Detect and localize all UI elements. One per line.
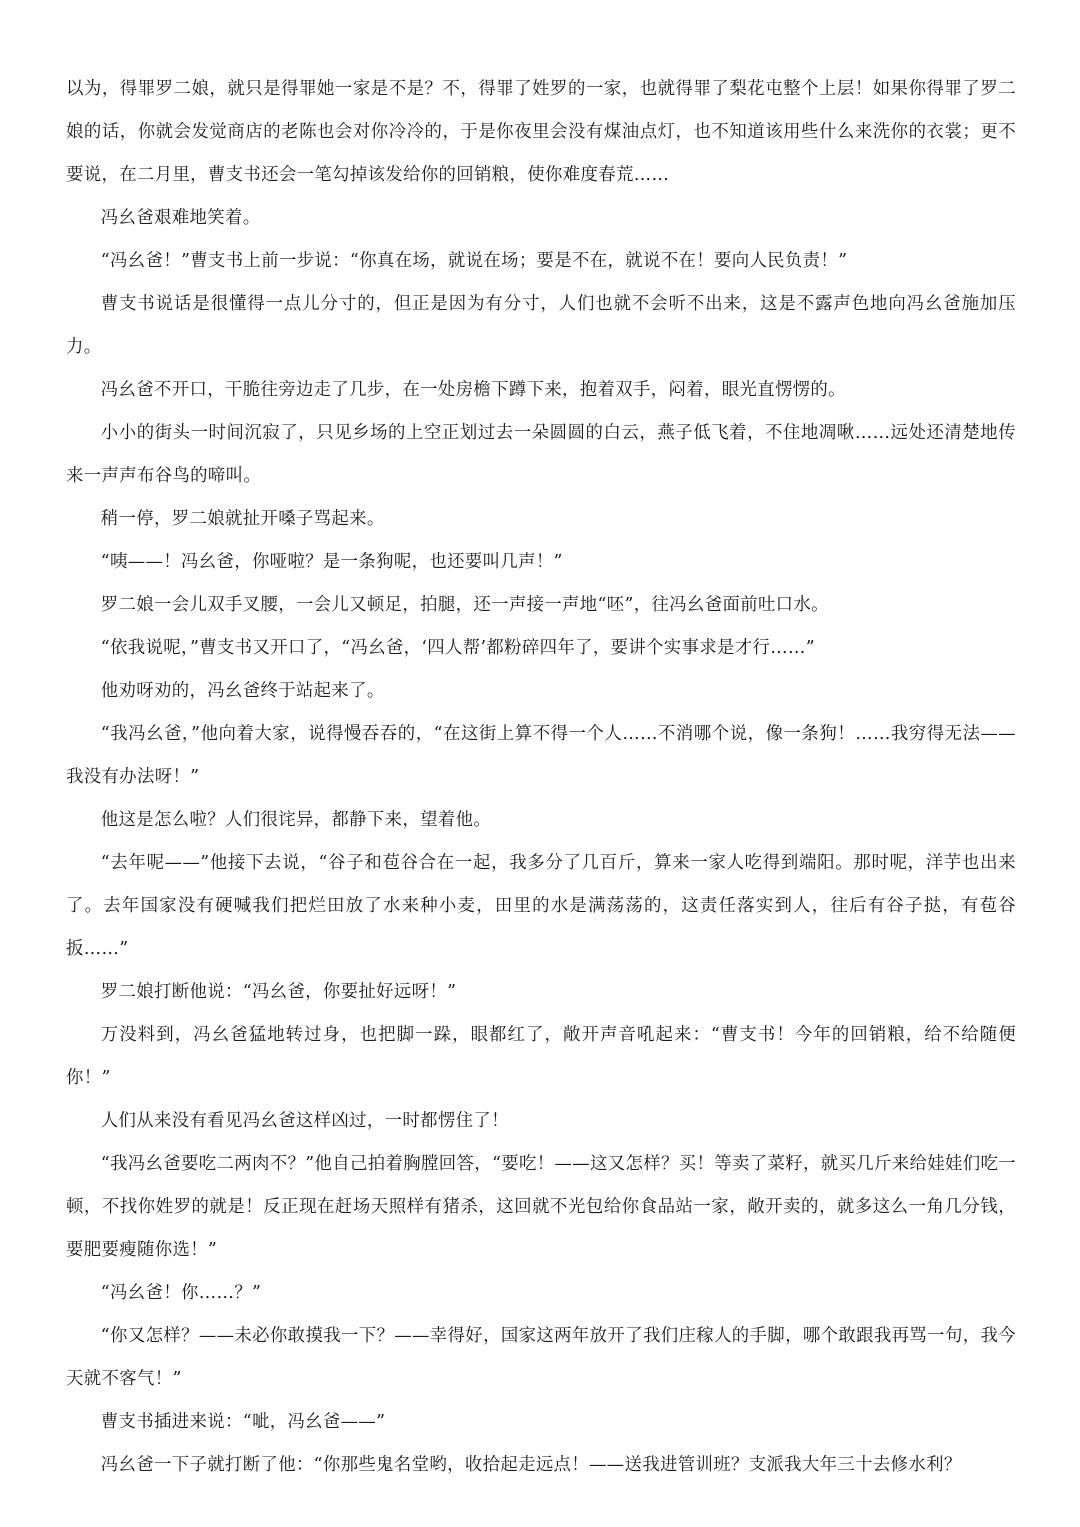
paragraph-17: 人们从来没有看见冯幺爸这样凶过，一时都愣住了！ (100, 1111, 509, 1131)
paragraph-13: 他这是怎么啦？人们很诧异，都静下来，望着他。 (100, 810, 492, 830)
paragraph-22: 冯幺爸一下子就打断了他：“你那些鬼名堂哟，收拾起走远点！——送我进管训班？支派我大年三十去修水利？ (100, 1455, 962, 1475)
paragraph-19: “冯幺爸！你……？” (100, 1283, 262, 1303)
paragraph-18: “我冯幺爸要吃二两肉不？”他自己拍着胸膛回答，“要吃！——这又怎样？买！等卖了菜籽，就买几斤来给娃娃们吃一顿，不找你姓罗的就是！反正现在赶场天照样有猪杀，这回就不光包给你食品站一家，敞开卖的，就多这么一角几分钱，要肥要瘦随你选！” (66, 1154, 1016, 1260)
document-page (66, 68, 1016, 1487)
paragraph-12: “我冯幺爸，”他向着大家，说得慢吞吞的，“在这街上算不得一个人……不消哪个说，像一条狗！……我穷得无法——我没有办法呀！” (66, 724, 1016, 787)
paragraph-6: 小小的街头一时间沉寂了，只见乡场的上空正划过去一朵圆圆的白云，燕子低飞着，不住地凋啾……远处还清楚地传来一声声布谷鸟的啼叫。 (66, 423, 1016, 486)
paragraph-15: 罗二娘打断他说：“冯幺爸，你要扯好远呀！” (100, 982, 457, 1002)
paragraph-9: 罗二娘一会儿双手叉腰，一会儿又顿足，拍腿，还一声接一声地“呸”，往冯幺爸面前吐口水。 (100, 595, 829, 615)
paragraph-10: “依我说呢，”曹支书又开口了，“冯幺爸，‘四人帮’都粉碎四年了，要讲个实事求是才行……” (100, 638, 815, 658)
paragraph-5: 冯幺爸不开口，干脆往旁边走了几步，在一处房檐下蹲下来，抱着双手，闷着，眼光直愣愣的。 (100, 380, 846, 400)
paragraph-20: “你又怎样？——未必你敢摸我一下？——幸得好，国家这两年放开了我们庄稼人的手脚，哪个敢跟我再骂一句，我今天就不客气！” (66, 1326, 1016, 1389)
paragraph-14: “去年呢——”他接下去说，“谷子和苞谷合在一起，我多分了几百斤，算来一家人吃得到端阳。那时呢，洋芋也出来了。去年国家没有硬喊我们把烂田放了水来种小麦，田里的水是满荡荡的，这责任落实到人，往后有谷子挞，有苞谷扳……” (66, 853, 1016, 959)
paragraph-8: “咦——！冯幺爸，你哑啦？是一条狗呢，也还要叫几声！” (100, 552, 563, 572)
paragraph-16: 万没料到，冯幺爸猛地转过身，也把脚一跺，眼都红了，敞开声音吼起来：“曹支书！今年的回销粮，给不给随便你！” (66, 1025, 1016, 1088)
paragraph-3: “冯幺爸！”曹支书上前一步说：“你真在场，就说在场；要是不在，就说不在！要向人民负责！” (100, 251, 848, 271)
paragraph-7: 稍一停，罗二娘就扯开嗓子骂起来。 (100, 509, 385, 529)
paragraph-11: 他劝呀劝的，冯幺爸终于站起来了。 (100, 681, 385, 701)
paragraph-2: 冯幺爸艰难地笑着。 (100, 208, 261, 228)
paragraph-4: 曹支书说话是很懂得一点儿分寸的，但正是因为有分寸，人们也就不会听不出来，这是不露声色地向冯幺爸施加压力。 (66, 294, 1016, 357)
paragraph-1: 以为，得罪罗二娘，就只是得罪她一家是不是？不，得罪了姓罗的一家，也就得罪了梨花屯整个上层！如果你得罪了罗二娘的话，你就会发觉商店的老陈也会对你冷冷的，于是你夜里会没有煤油点灯，也不知道该用些什么来洗你的衣裳；更不要说，在二月里，曹支书还会一笔勾掉该发给你的回销粮，使你难度春荒…… (66, 79, 1016, 185)
paragraph-21: 曹支书插进来说：“呲，冯幺爸——” (100, 1412, 386, 1432)
